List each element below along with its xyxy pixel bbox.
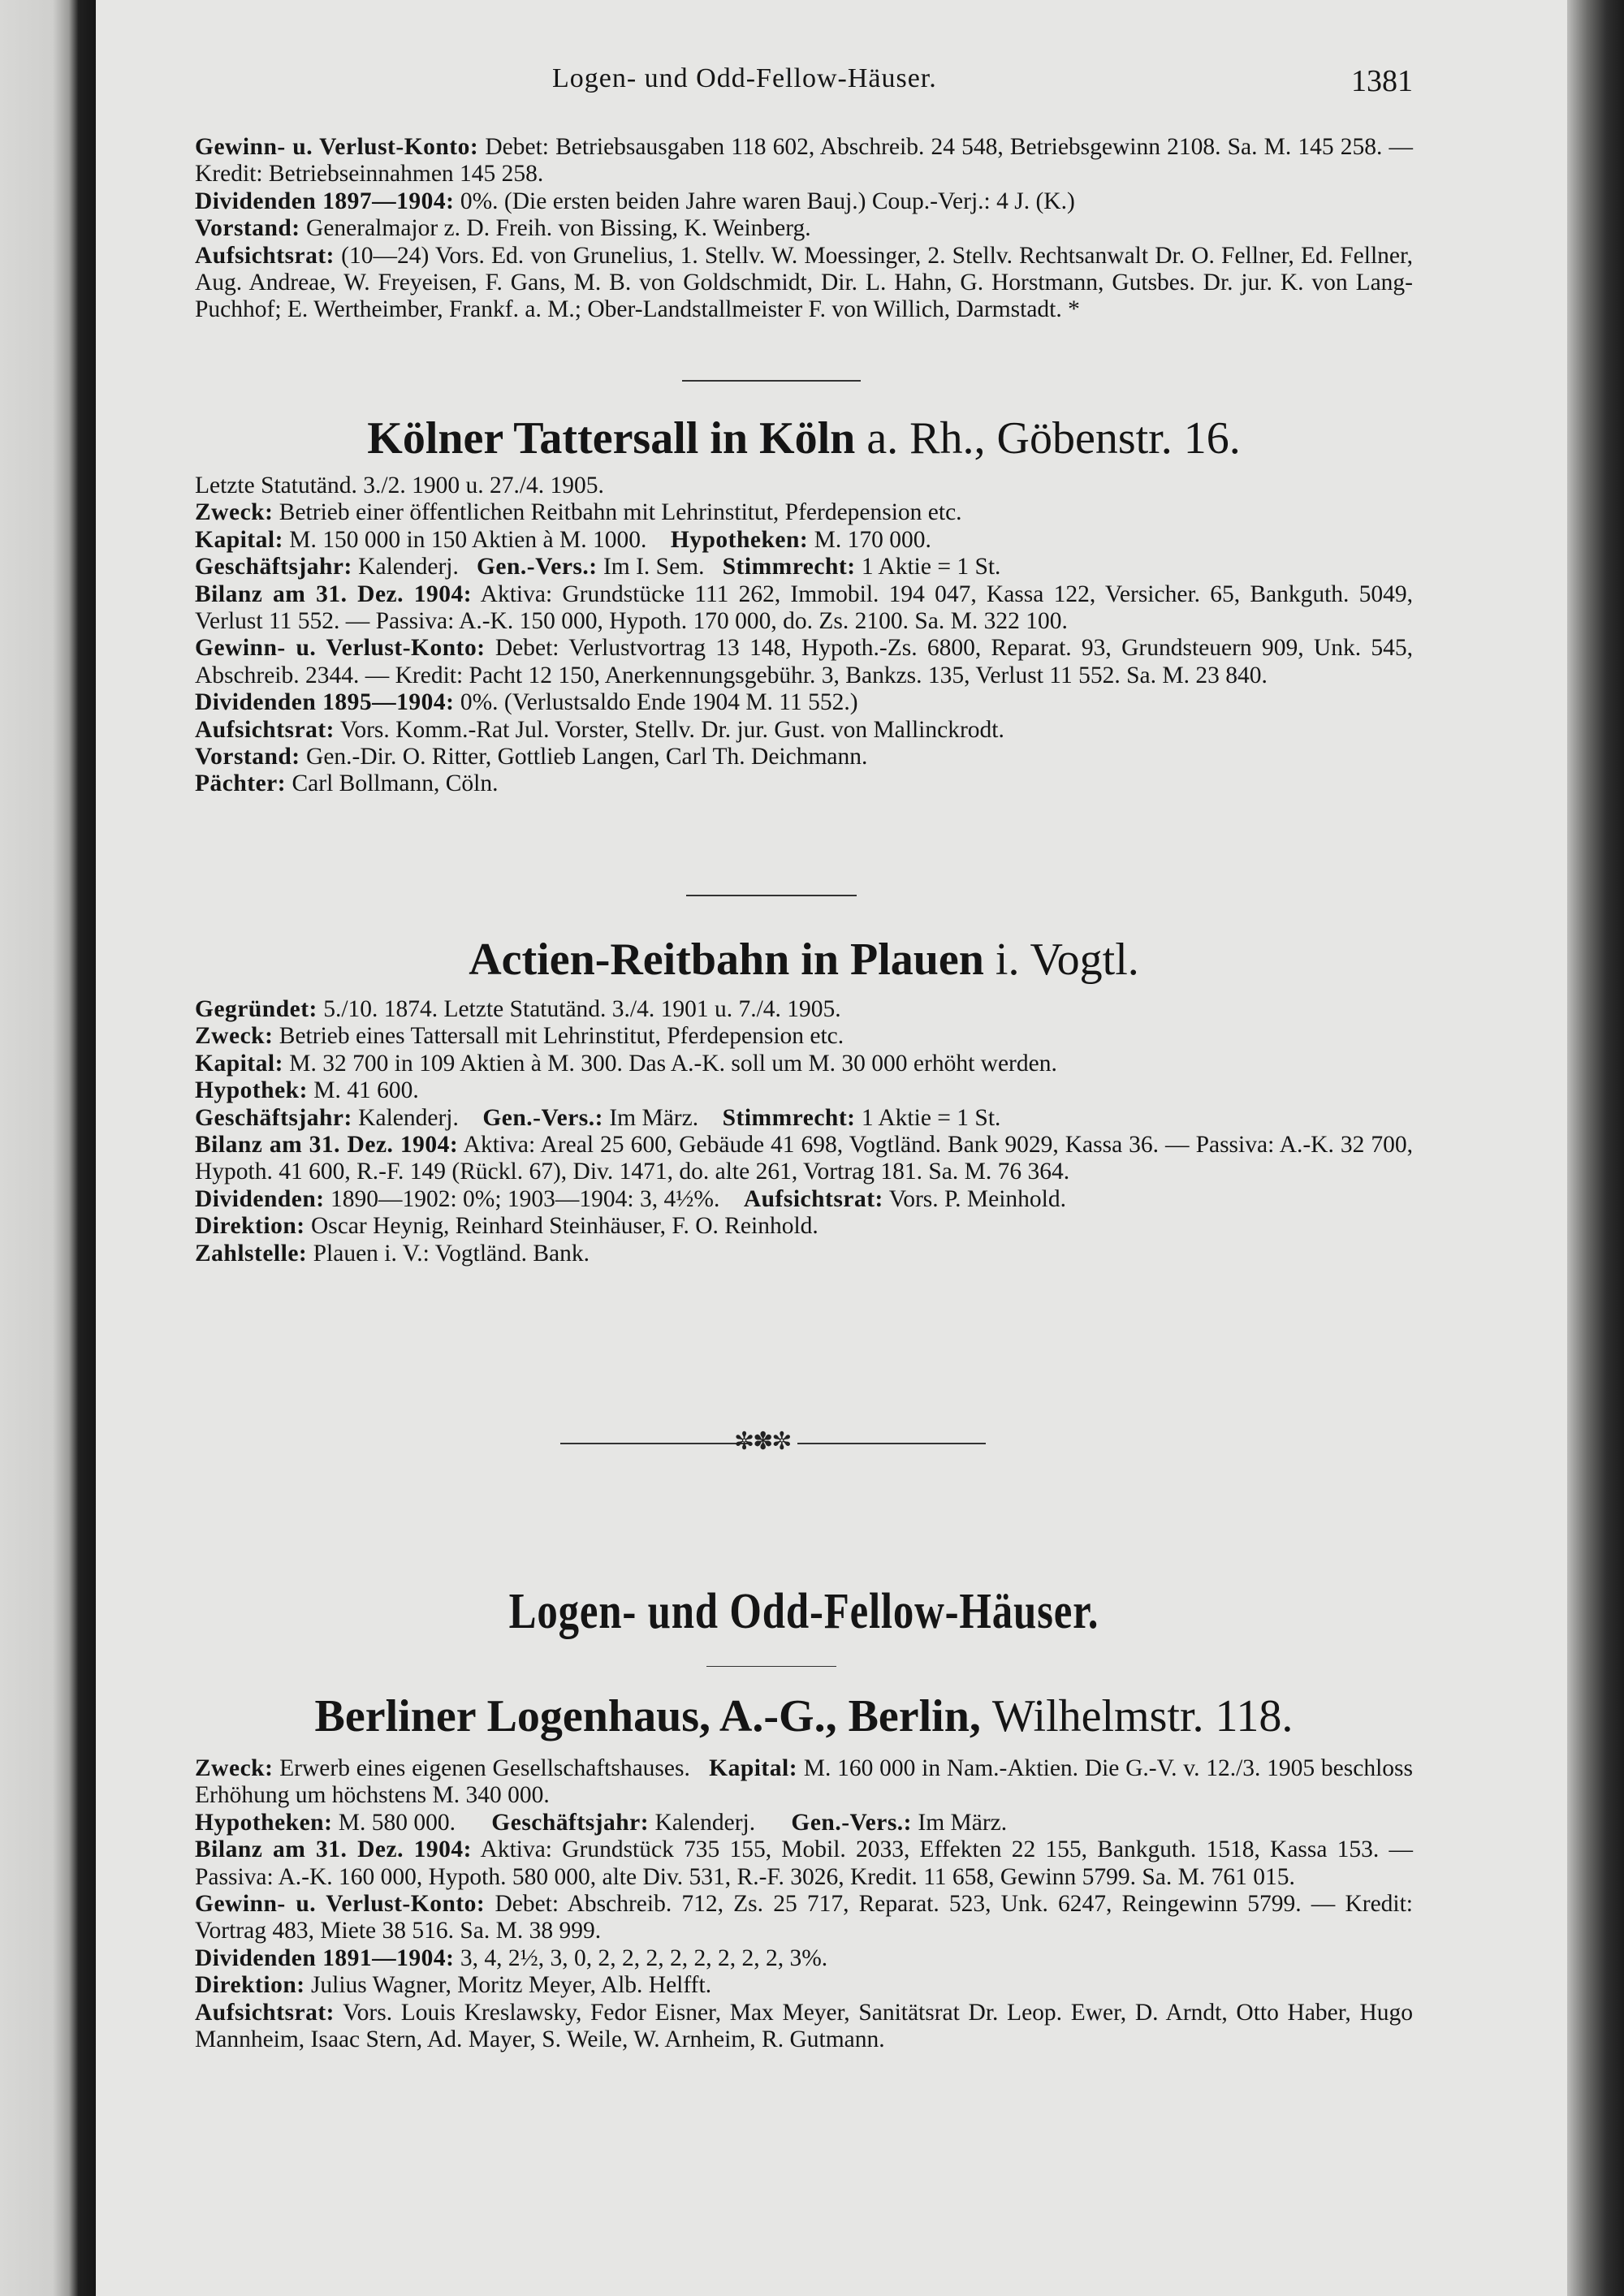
entry-line [195, 243, 1413, 324]
entry-line [195, 1810, 1413, 1836]
scan-border-right [1567, 0, 1624, 2296]
entry-title-name: Berliner Logenhaus, A.-G., Berlin, [314, 1691, 981, 1741]
entry-berlin [195, 1755, 1413, 2053]
entry-line [195, 1077, 1413, 1104]
field-label: Stimmrecht: [722, 554, 856, 580]
field-label: Kapital: [195, 526, 283, 553]
field-label: Aufsichtsrat: [195, 242, 335, 269]
field-label: Vorstand: [195, 744, 300, 770]
field-label: Kapital: [709, 1755, 798, 1781]
scan-border-left [0, 0, 96, 2296]
field-label: Aufsichtsrat: [743, 1185, 883, 1212]
field-label: Direktion: [195, 1972, 305, 1999]
entry-line [195, 473, 1413, 499]
field-label: Zahlstelle: [195, 1240, 308, 1267]
field-label: Hypotheken: [670, 526, 809, 553]
field-text: M. 32 700 in 109 Aktien à M. 300. Das A.-K. soll um M. 30 000 erhöht werden. [289, 1050, 1057, 1077]
field-label: Dividenden 1891—1904: [195, 1944, 455, 1971]
field-text: Betrieb einer öffentlichen Reitbahn mit Lehrinstitut, Pferdepension etc. [279, 499, 962, 526]
entry-line [195, 581, 1413, 636]
entry-line [195, 1755, 1413, 1810]
field-label: Geschäftsjahr: [491, 1809, 650, 1836]
entry-title-address: a. Rh., Göbenstr. 16. [866, 413, 1241, 464]
section-heading: Logen- und Odd-Fellow-Häuser. [508, 1584, 1099, 1639]
field-label: Bilanz am 31. Dez. 1904: [195, 580, 473, 607]
entry-line [195, 1945, 1413, 1972]
field-text: Julius Wagner, Moritz Meyer, Alb. Helfft. [310, 1972, 712, 1999]
field-label: Dividenden 1895—1904: [195, 689, 455, 716]
field-text: 0%. (Verlustsaldo Ende 1904 M. 11 552.) [460, 689, 858, 716]
field-text: 3, 4, 2½, 3, 0, 2, 2, 2, 2, 2, 2, 2, 2, 3%. [460, 1944, 828, 1971]
field-label: Zweck: [195, 1023, 274, 1050]
field-label: Stimmrecht: [722, 1104, 856, 1131]
field-text: 1890—1902: 0%; 1903—1904: 3, 4½%. [330, 1185, 720, 1212]
field-label: Vorstand: [195, 215, 300, 242]
entry-line [195, 1105, 1413, 1132]
field-text: Kalenderj. [654, 1809, 756, 1836]
field-text: Oscar Heynig, Reinhard Steinhäuser, F. O. Reinhold. [310, 1213, 818, 1240]
field-text: (10—24) Vors. Ed. von Grunelius, 1. Stellv. W. Moessinger, 2. Stellv. Rechtsanwalt Dr. O. Fellner, Ed. Fellner, Aug. Andreae, W. Freyeisen, F. Gans, M. B. von Goldschmidt, Dir. L. Hahn, G. Horstmann, Gutsbes. Dr. jur. K. von Lang-Puchhof; E. Wertheimber, Frankf. a. M.; Ober-Landstallmeister F. von Willich, Darmstadt. * [195, 242, 1414, 323]
field-label: Gewinn- u. Verlust-Konto: [195, 134, 479, 160]
field-text: Generalmajor z. D. Freih. von Bissing, K. Weinberg. [306, 215, 811, 242]
field-label: Dividenden: [195, 1185, 325, 1212]
field-label: Gegründet: [195, 996, 317, 1022]
entry-line [195, 499, 1413, 526]
field-text: Debet: Abschreib. 712, Zs. 25 717, Reparat. 523, Unk. 6247, Reingewinn 5799. — Kredit: Vortrag 483, Miete 38 516. Sa. M. 38 999. [195, 1891, 1414, 1944]
entry-plauen [195, 996, 1413, 1267]
entry-title-name: Actien-Reitbahn in Plauen [469, 934, 984, 985]
field-text: Gen.-Dir. O. Ritter, Gottlieb Langen, Carl Th. Deichmann. [306, 744, 868, 770]
field-text: Im I. Sem. [603, 554, 705, 580]
entry-title-address: i. Vogtl. [995, 934, 1139, 985]
field-text: M. 580 000. [338, 1809, 456, 1836]
field-label: Bilanz am 31. Dez. 1904: [195, 1836, 472, 1863]
entry-title-koeln [195, 412, 1413, 464]
entry-line [195, 134, 1413, 188]
field-text: Kalenderj. [358, 554, 459, 580]
field-label: Geschäftsjahr: [195, 554, 352, 580]
entry-title-plauen [195, 934, 1413, 986]
field-label: Gen.-Vers.: [791, 1809, 912, 1836]
field-text: Carl Bollmann, Cöln. [292, 770, 499, 797]
field-label: Gewinn- u. Verlust-Konto: [195, 635, 486, 662]
field-text: Debet: Verlustvortrag 13 148, Hypoth.-Zs. 6800, Reparat. 93, Grundsteuern 909, Unk. 545, Abschreib. 2344. — Kredit: Pacht 12 150, Anerkennungsgebühr. 3, Bankzs. 135, Verlust 11 552. Sa. M. 23 840. [195, 635, 1413, 688]
field-text: Vors. Louis Kreslawsky, Fedor Eisner, Max Meyer, Sanitätsrat Dr. Leop. Ewer, D. Arndt, Otto Haber, Hugo Mannheim, Isaac Stern, Ad. Mayer, S. Weile, W. Arnheim, R. Gutmann. [195, 1999, 1413, 2053]
entry-line [195, 770, 1413, 797]
field-text: 1 Aktie = 1 St. [861, 1104, 1001, 1131]
ornament-icon: ✼✽✼ [734, 1427, 791, 1456]
field-label: Kapital: [195, 1050, 283, 1077]
entry-line [195, 527, 1413, 554]
field-label: Hypotheken: [195, 1809, 333, 1836]
field-text: Plauen i. V.: Vogtländ. Bank. [313, 1240, 590, 1267]
field-text: Aktiva: Areal 25 600, Gebäude 41 698, Vogtländ. Bank 9029, Kassa 36. — Passiva: A.-K. 32 700, Hypoth. 41 600, R.-F. 149 (Rückl. 67), Div. 1471, do. alte 261, Vortrag 181. Sa. M. 76 364. [195, 1132, 1413, 1185]
entry-line [195, 1132, 1413, 1186]
field-label: Zweck: [195, 499, 274, 526]
running-head [195, 63, 1413, 104]
separator-rule [682, 380, 861, 382]
ornament-rule-right [797, 1443, 986, 1444]
field-label: Dividenden 1897—1904: [195, 188, 455, 214]
entry-line [195, 188, 1413, 215]
field-text: 5./10. 1874. Letzte Statutänd. 3./4. 1901 u. 7./4. 1905. [323, 996, 841, 1022]
separator-rule [706, 1666, 836, 1667]
field-text: Im März. [609, 1104, 699, 1131]
entry-title-name: Kölner Tattersall in Köln [367, 413, 856, 464]
entry-line [195, 996, 1413, 1023]
separator-rule [686, 895, 857, 896]
running-head-title: Logen- und Odd-Fellow-Häuser. [552, 63, 937, 93]
entry-line [195, 215, 1413, 242]
entry-line [195, 1836, 1413, 1891]
field-label: Gewinn- u. Verlust-Konto: [195, 1891, 486, 1918]
field-label: Geschäftsjahr: [195, 1104, 352, 1131]
entry-line [195, 1023, 1413, 1050]
entry-line [195, 2000, 1413, 2054]
field-label: Direktion: [195, 1213, 305, 1240]
field-label: Gen.-Vers.: [482, 1104, 603, 1131]
field-text: M. 160 000 in Nam.-Aktien. Die G.-V. v. 12./3. 1905 beschloss Erhöhung um höchstens M. 340 000. [195, 1755, 1413, 1809]
entry-line [195, 1051, 1413, 1077]
entry-line [195, 744, 1413, 770]
entry-line [195, 1213, 1413, 1240]
entry-continued [195, 134, 1413, 324]
field-text: Aktiva: Grundstück 735 155, Mobil. 2033, Effekten 22 155, Bankguth. 1518, Kassa 153. — Passiva: A.-K. 160 000, Hypoth. 580 000, alte Div. 531, R.-F. 3026, Kredit. 11 658, Gewinn 5799. Sa. M. 761 015. [195, 1836, 1413, 1890]
field-text: Betrieb eines Tattersall mit Lehrinstitut, Pferdepension etc. [279, 1023, 844, 1050]
field-label: Pächter: [195, 770, 287, 797]
field-text: Vors. Komm.-Rat Jul. Vorster, Stellv. Dr. jur. Gust. von Mallinckrodt. [339, 716, 1004, 743]
ornament-rule-left [560, 1443, 749, 1444]
page-number: 1381 [1351, 64, 1413, 98]
field-text: Aktiva: Grundstücke 111 262, Immobil. 194 047, Kassa 122, Versicher. 65, Bankguth. 5049, Verlust 11 552. — Passiva: A.-K. 150 000, Hypoth. 170 000, do. Zs. 2100. Sa. M. 322 100. [195, 580, 1413, 635]
field-label: Hypothek: [195, 1077, 308, 1104]
entry-line [195, 1241, 1413, 1267]
entry-line [195, 554, 1413, 580]
field-text: Debet: Betriebsausgaben 118 602, Abschreib. 24 548, Betriebsgewinn 2108. Sa. M. 145 258. — Kredit: Betriebseinnahmen 145 258. [195, 134, 1413, 188]
field-text: M. 41 600. [313, 1077, 419, 1104]
field-text: 1 Aktie = 1 St. [861, 554, 1001, 580]
field-label: Zweck: [195, 1755, 274, 1781]
entry-line [195, 717, 1413, 744]
field-label: Gen.-Vers.: [476, 554, 598, 580]
field-text: Im März. [918, 1809, 1008, 1836]
entry-koeln [195, 473, 1413, 798]
entry-line [195, 689, 1413, 716]
field-text: Vors. P. Meinhold. [888, 1185, 1066, 1212]
entry-line [195, 635, 1413, 689]
field-text: M. 150 000 in 150 Aktien à M. 1000. [289, 526, 647, 553]
field-text: Letzte Statutänd. 3./2. 1900 u. 27./4. 1905. [195, 473, 604, 498]
entry-title-berlin [195, 1690, 1413, 1742]
field-label: Aufsichtsrat: [195, 1999, 335, 2026]
field-label: Bilanz am 31. Dez. 1904: [195, 1132, 459, 1159]
entry-title-address: Wilhelmstr. 118. [991, 1691, 1294, 1741]
field-label: Aufsichtsrat: [195, 716, 335, 743]
entry-line [195, 1972, 1413, 1999]
entry-line [195, 1891, 1413, 1945]
field-text: M. 170 000. [814, 526, 931, 553]
field-text: 0%. (Die ersten beiden Jahre waren Bauj.) Coup.-Verj.: 4 J. (K.) [460, 188, 1075, 214]
field-text: Erwerb eines eigenen Gesellschaftshauses. [279, 1755, 690, 1781]
field-text: Kalenderj. [358, 1104, 459, 1131]
entry-line [195, 1186, 1413, 1213]
